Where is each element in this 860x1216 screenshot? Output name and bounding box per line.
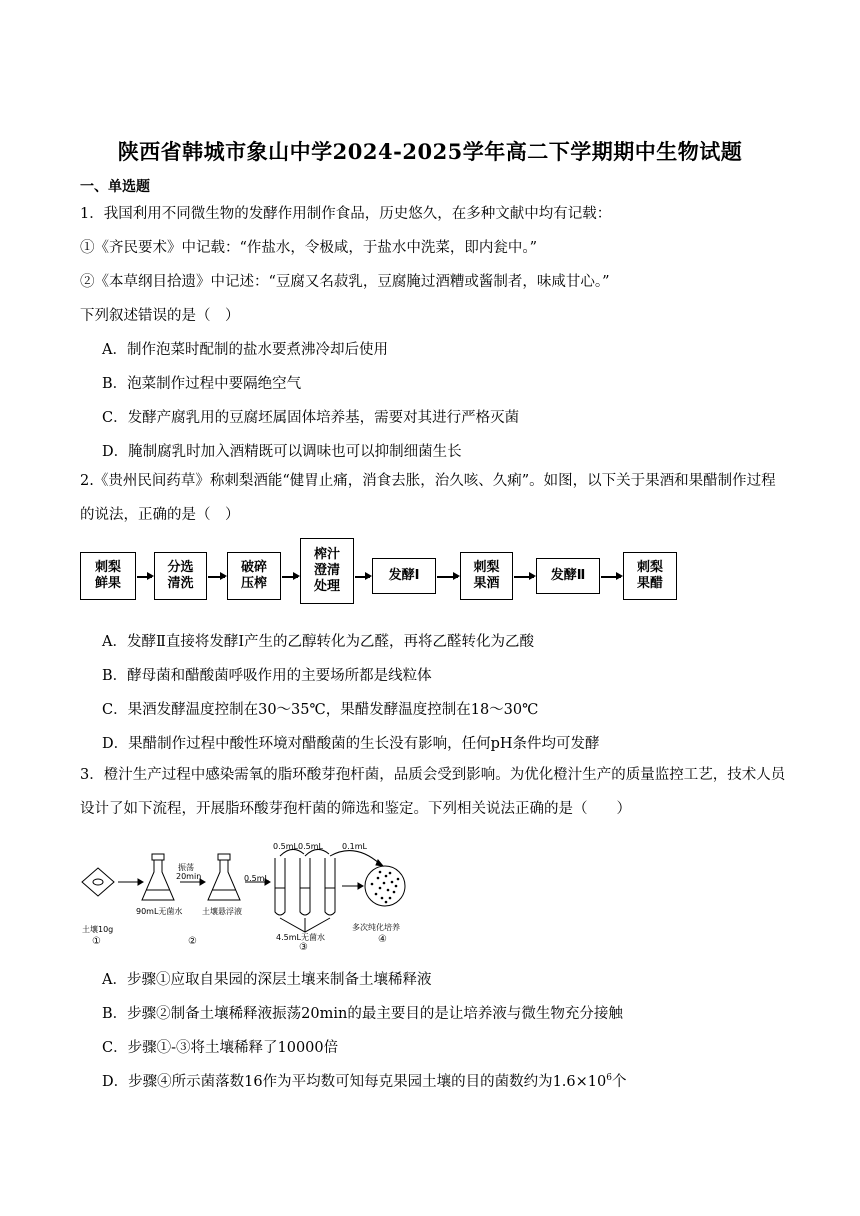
flow-arrow bbox=[355, 576, 370, 578]
page-title: 陕西省韩城市象山中学2024-2025学年高二下学期期中生物试题 bbox=[117, 139, 743, 164]
q1-quote1: ①《齐民要术》中记载：“作盐水，令极咸，于盐水中洗菜，即内瓮中。” bbox=[80, 240, 538, 256]
fermentation-flow-diagram bbox=[80, 538, 780, 604]
flow-step-2 bbox=[154, 552, 207, 600]
flow-step-1-label: 刺梨 鲜果 bbox=[94, 560, 121, 591]
flow-arrow bbox=[282, 576, 298, 578]
label-tube-transfer-1: 0.5mL bbox=[273, 842, 298, 851]
q1-option-d: D．腌制腐乳时加入酒精既可以调味也可以抑制细菌生长 bbox=[102, 444, 462, 460]
q2-option-c: C．果酒发酵温度控制在30～35℃，果醋发酵温度控制在18～30℃ bbox=[102, 702, 539, 718]
flask-cap-icon bbox=[152, 854, 164, 860]
flow-arrow bbox=[137, 576, 152, 578]
q2-option-b: B．酵母菌和醋酸菌呼吸作用的主要场所都是线粒体 bbox=[102, 668, 432, 684]
q3-option-c: C．步骤①-③将土壤稀释了10000倍 bbox=[102, 1040, 339, 1056]
q1-ask: 下列叙述错误的是（ ） bbox=[80, 308, 240, 324]
test-tube-icon bbox=[275, 858, 285, 915]
label-shake: 振荡 bbox=[178, 863, 194, 872]
q1-stem: 1．我国利用不同微生物的发酵作用制作食品，历史悠久，在多种文献中均有记载： bbox=[80, 206, 612, 222]
q1-quote2: ②《本草纲目拾遗》中记述：“豆腐又名菽乳，豆腐腌过酒糟或酱制者，味咸甘心。” bbox=[80, 274, 610, 290]
q3-option-b: B．步骤②制备土壤稀释液振荡20min的最主要目的是让培养液与微生物充分接触 bbox=[102, 1006, 623, 1022]
label-plate-transfer: 0.1mL bbox=[342, 842, 367, 851]
flask-icon bbox=[142, 860, 174, 900]
label-tube-transfer-2: 0.5mL bbox=[298, 842, 323, 851]
procedure-illustration bbox=[80, 838, 420, 956]
flow-arrow bbox=[601, 576, 621, 578]
label-soil: 土壤10g bbox=[82, 925, 114, 934]
q1-option-a: A．制作泡菜时配制的盐水要煮沸冷却后使用 bbox=[102, 342, 388, 358]
flow-step-6 bbox=[460, 552, 513, 600]
q3-option-d-text: D．步骤④所示菌落数16作为平均数可知每克果园土壤的目的菌数约为1.6×10 bbox=[102, 1074, 607, 1090]
flask-icon bbox=[208, 860, 240, 900]
q3-option-d-unit: 个 bbox=[611, 1074, 627, 1090]
label-purification: 多次纯化培养 bbox=[352, 923, 400, 932]
q1-option-c: C．发酵产腐乳用的豆腐坯属固体培养基，需要对其进行严格灭菌 bbox=[102, 410, 520, 426]
q3-option-d-exponent: 6 bbox=[606, 1073, 612, 1084]
flow-step-4 bbox=[300, 538, 354, 604]
q3-stem: 3．橙汁生产过程中感染需氧的脂环酸芽孢杆菌，品质会受到影响。为优化橙汁生产的质量监控工艺，技术人员设计了如下流程，开展脂环酸芽孢杆菌的筛选和鉴定。下列相关说法正确的是（ ） bbox=[80, 767, 786, 817]
label-transfer-0.5ml: 0.5mL bbox=[244, 874, 269, 883]
label-step-1: ① bbox=[92, 936, 101, 947]
flow-step-4-label: 榨汁 澄清 处理 bbox=[313, 547, 340, 594]
flow-arrow bbox=[208, 576, 225, 578]
isolation-procedure-diagram bbox=[80, 838, 420, 956]
flow-step-7-label: 发酵Ⅱ bbox=[550, 568, 586, 583]
q1-option-b: B．泡菜制作过程中要隔绝空气 bbox=[102, 376, 302, 392]
soil-sample-icon bbox=[82, 868, 114, 896]
flow-step-8-label: 刺梨 果醋 bbox=[636, 560, 663, 591]
q3-option-a: A．步骤①应取自果园的深层土壤来制备土壤稀释液 bbox=[102, 972, 432, 988]
label-step-3: ③ bbox=[299, 942, 308, 953]
flow-step-2-label: 分选 清洗 bbox=[167, 560, 194, 591]
flow-step-7 bbox=[536, 558, 600, 594]
flow-step-1 bbox=[80, 552, 136, 600]
flow-arrow bbox=[514, 576, 534, 578]
flow-step-8 bbox=[623, 552, 677, 600]
test-tube-icon bbox=[300, 858, 310, 915]
flow-arrow bbox=[437, 576, 458, 578]
flow-step-3-label: 破碎 压榨 bbox=[240, 560, 267, 591]
label-step-2: ② bbox=[188, 936, 197, 947]
label-sterile-water-4.5: 4.5mL无菌水 bbox=[276, 933, 325, 942]
flow-step-3 bbox=[227, 552, 281, 600]
q2-option-a: A．发酵Ⅱ直接将发酵Ⅰ产生的乙醇转化为乙醛，再将乙醛转化为乙酸 bbox=[102, 634, 535, 650]
flow-step-5-label: 发酵Ⅰ bbox=[388, 568, 420, 583]
section-heading: 一、单选题 bbox=[80, 179, 150, 195]
test-tube-icon bbox=[325, 858, 335, 915]
label-sterile-water-90: 90mL无菌水 bbox=[136, 907, 183, 916]
petri-dish-icon bbox=[365, 866, 405, 906]
q2-option-d: D．果醋制作过程中酸性环境对醋酸菌的生长没有影响，任何pH条件均可发酵 bbox=[102, 736, 600, 752]
q2-stem: 2.《贵州民间药草》称刺梨酒能“健胃止痛，消食去胀，治久咳、久痢”。如图，以下关于果酒和果醋制作过程的说法，正确的是（ ） bbox=[80, 473, 776, 523]
flow-step-5 bbox=[372, 558, 436, 594]
flow-step-6-label: 刺梨 果酒 bbox=[473, 560, 500, 591]
label-step-4: ④ bbox=[378, 934, 387, 945]
q3-option-d bbox=[102, 1070, 626, 1091]
label-shake-time: 20min bbox=[176, 872, 202, 881]
label-soil-suspension: 土壤悬浮液 bbox=[202, 907, 242, 916]
